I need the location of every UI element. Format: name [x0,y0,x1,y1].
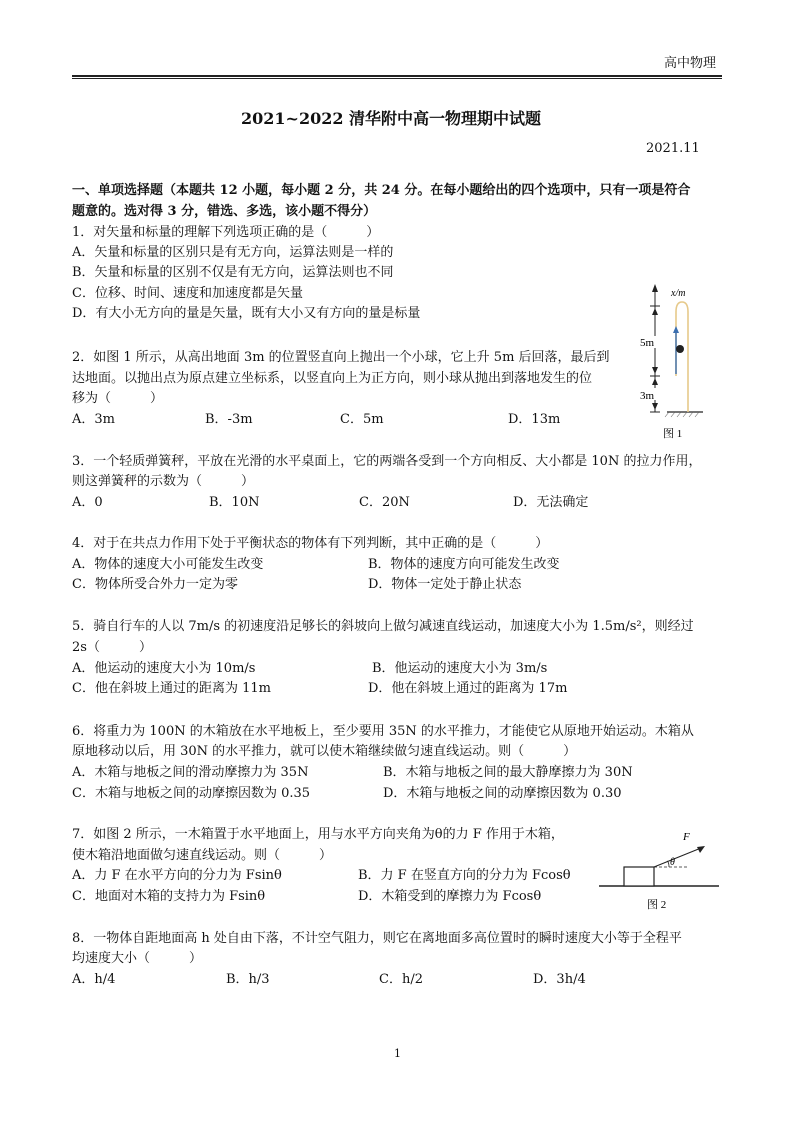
q1-stem: 1．对矢量和标量的理解下列选项正确的是（ ） [72,225,380,240]
q2-line3: 移为（ ） [72,391,164,406]
q2-line1: 2．如图 1 所示，从高出地面 3m 的位置竖直向上抛出一个小球，它上升 5m 后回落，最后到 [72,350,610,365]
q1-option-d: D．有大小无方向的量是矢量，既有大小又有方向的量是标量 [72,306,421,321]
q5-option-c: C．他在斜坡上通过的距离为 11m [72,681,271,696]
q4-stem: 4．对于在共点力作用下处于平衡状态的物体有下列判断，其中正确的是（ ） [72,536,549,551]
page-number: 1 [394,1047,401,1060]
q2-option-c: C．5m [340,412,384,427]
q2-line2: 达地面。以抛出点为原点建立坐标系，以竖直向上为正方向，则小球从抛出到落地发生的位 [72,371,593,386]
q4-option-a: A．物体的速度大小可能发生改变 [72,557,264,572]
figure-2 [597,826,725,914]
q2-option-b: B．-3m [205,412,253,427]
q3-option-a: A．0 [72,495,103,510]
q2-option-d: D．13m [508,412,561,427]
q4-option-c: C．物体所受合外力一定为零 [72,577,238,592]
q3-option-d: D．无法确定 [513,495,589,510]
figure-1 [635,282,710,444]
fig2-caption: 图 2 [647,899,667,911]
fig1-label-3m: 3m [640,390,655,402]
q7-option-b: B．力 F 在竖直方向的分力为 Fcosθ [358,868,571,883]
q6-line1: 6．将重力为 100N 的木箱放在水平地板上，至少要用 35N 的水平推力，才能使它从原地开始运动。木箱从 [72,724,694,739]
page-title: 2021~2022 清华附中高一物理期中试题 [241,109,542,128]
q6-line2: 原地移动以后，用 30N 的水平推力，就可以使木箱继续做匀速直线运动。则（ ） [72,744,577,759]
q7-option-d: D．木箱受到的摩擦力为 Fcosθ [358,889,542,904]
fig2-angle-label: θ [670,857,675,868]
q8-option-d: D．3h/4 [533,972,586,987]
q5-line1: 5．骑自行车的人以 7m/s 的初速度沿足够长的斜坡向上做匀减速直线运动，加速度大小为 1.5m/s²，则经过 [72,619,694,634]
section-heading-line1: 一、单项选择题（本题共 12 小题，每小题 2 分，共 24 分。在每小题给出的四个选项中，只有一项是符合 [72,183,691,198]
q5-line2: 2s（ ） [72,640,152,655]
q5-option-b: B．他运动的速度大小为 3m/s [372,661,548,676]
q3-line2: 则这弹簧秤的示数为（ ） [72,474,255,489]
q2-option-a: A．3m [72,412,115,427]
q8-option-b: B．h/3 [226,972,270,987]
q3-option-b: B．10N [209,495,260,510]
q6-option-b: B．木箱与地板之间的最大静摩擦力为 30N [383,765,633,780]
q6-option-d: D．木箱与地板之间的动摩擦因数为 0.30 [383,786,622,801]
q7-option-c: C．地面对木箱的支持力为 Fsinθ [72,889,266,904]
q3-line1: 3．一个轻质弹簧秤，平放在光滑的水平桌面上，它的两端各受到一个方向相反、大小都是 10N 的拉力作用， [72,454,702,469]
q7-line2: 使木箱沿地面做匀速直线运动。则（ ） [72,848,333,863]
q3-option-c: C．20N [359,495,410,510]
header-subject: 高中物理 [664,56,717,71]
q8-option-a: A．h/4 [72,972,116,987]
q8-line1: 8．一物体自距地面高 h 处自由下落，不计空气阻力，则它在离地面多高位置时的瞬时速度大小等于全程平 [72,931,682,946]
q1-option-a: A．矢量和标量的区别只是有无方向，运算法则是一样的 [72,245,394,260]
exam-date: 2021.11 [646,141,700,156]
q4-option-b: B．物体的速度方向可能发生改变 [368,557,560,572]
section-heading-line2: 题意的。选对得 3 分，错选、多选，该小题不得分） [72,204,377,219]
q1-option-c: C．位移、时间、速度和加速度都是矢量 [72,286,303,301]
q1-option-b: B．矢量和标量的区别不仅是有无方向，运算法则也不同 [72,265,394,280]
q6-option-c: C．木箱与地板之间的动摩擦因数为 0.35 [72,786,311,801]
q6-option-a: A．木箱与地板之间的滑动摩擦力为 35N [72,765,309,780]
header-divider [72,75,722,77]
fig1-axis-label: x/m [671,288,686,299]
q5-option-d: D．他在斜坡上通过的距离为 17m [368,681,568,696]
q8-option-c: C．h/2 [379,972,423,987]
q7-line1: 7．如图 2 所示，一木箱置于水平地面上，用与水平方向夹角为θ的力 F 作用于木箱， [72,827,564,842]
q4-option-d: D．物体一定处于静止状态 [368,577,522,592]
q7-option-a: A．力 F 在水平方向的分力为 Fsinθ [72,868,282,883]
q5-option-a: A．他运动的速度大小为 10m/s [72,661,256,676]
fig2-force-label: F [683,831,690,843]
fig1-caption: 图 1 [663,428,683,440]
header-divider-thin [72,78,722,79]
q8-line2: 均速度大小（ ） [72,951,203,966]
fig1-label-5m: 5m [640,337,655,349]
